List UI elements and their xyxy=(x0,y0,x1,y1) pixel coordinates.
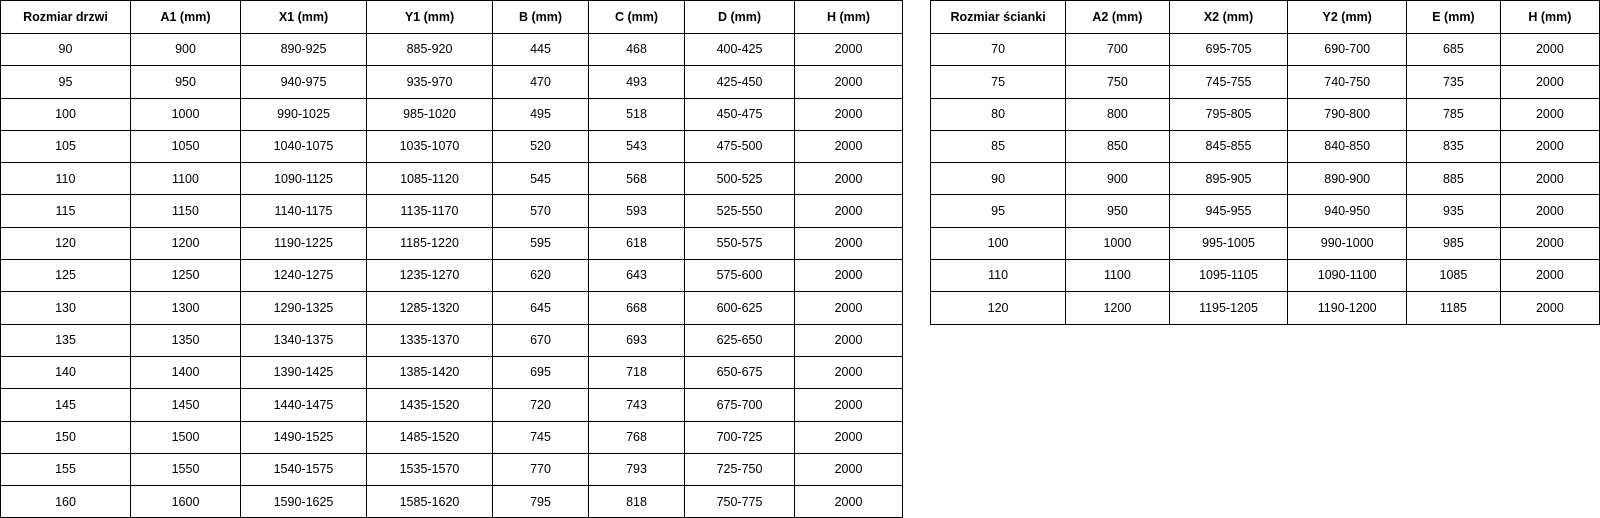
doors-cell: 1000 xyxy=(131,98,241,130)
doors-cell: 2000 xyxy=(795,292,903,324)
table-row xyxy=(1,98,903,130)
doors-cell: 475-500 xyxy=(685,130,795,162)
table-row xyxy=(1,356,903,388)
doors-cell: 2000 xyxy=(795,356,903,388)
doors-cell: 720 xyxy=(493,389,589,421)
doors-cell: 650-675 xyxy=(685,356,795,388)
doors-cell: 1150 xyxy=(131,195,241,227)
table-row xyxy=(931,292,1600,324)
walls-cell: 750 xyxy=(1066,66,1169,98)
walls-cell: 100 xyxy=(931,227,1066,259)
walls-cell: 2000 xyxy=(1500,98,1599,130)
doors-cell: 750-775 xyxy=(685,486,795,518)
doors-cell: 768 xyxy=(589,421,685,453)
walls-cell: 845-855 xyxy=(1169,130,1288,162)
walls-column-header: E (mm) xyxy=(1407,1,1501,34)
doors-cell: 595 xyxy=(493,227,589,259)
walls-cell: 735 xyxy=(1407,66,1501,98)
doors-cell: 445 xyxy=(493,34,589,66)
doors-cell: 718 xyxy=(589,356,685,388)
doors-cell: 745 xyxy=(493,421,589,453)
doors-cell: 2000 xyxy=(795,98,903,130)
walls-cell: 895-905 xyxy=(1169,163,1288,195)
doors-cell: 643 xyxy=(589,260,685,292)
doors-column-header: H (mm) xyxy=(795,1,903,34)
walls-cell: 935 xyxy=(1407,195,1501,227)
doors-cell: 115 xyxy=(1,195,131,227)
doors-cell: 2000 xyxy=(795,130,903,162)
table-row xyxy=(1,292,903,324)
doors-cell: 495 xyxy=(493,98,589,130)
doors-cell: 1450 xyxy=(131,389,241,421)
doors-cell: 1385-1420 xyxy=(367,356,493,388)
doors-cell: 100 xyxy=(1,98,131,130)
doors-cell: 1190-1225 xyxy=(241,227,367,259)
doors-cell: 593 xyxy=(589,195,685,227)
walls-column-header: Rozmiar ścianki xyxy=(931,1,1066,34)
doors-cell: 568 xyxy=(589,163,685,195)
doors-cell: 1035-1070 xyxy=(367,130,493,162)
table-row xyxy=(931,163,1600,195)
doors-cell: 670 xyxy=(493,324,589,356)
doors-cell: 795 xyxy=(493,486,589,518)
table-row xyxy=(1,195,903,227)
doors-cell: 1400 xyxy=(131,356,241,388)
doors-cell: 160 xyxy=(1,486,131,518)
doors-column-header: A1 (mm) xyxy=(131,1,241,34)
walls-cell: 1185 xyxy=(1407,292,1501,324)
walls-table-container xyxy=(930,0,1600,325)
doors-cell: 493 xyxy=(589,66,685,98)
doors-cell: 675-700 xyxy=(685,389,795,421)
table-row xyxy=(1,163,903,195)
walls-cell: 995-1005 xyxy=(1169,227,1288,259)
walls-cell: 1095-1105 xyxy=(1169,260,1288,292)
doors-column-header: C (mm) xyxy=(589,1,685,34)
walls-cell: 685 xyxy=(1407,34,1501,66)
doors-cell: 550-575 xyxy=(685,227,795,259)
table-row xyxy=(1,227,903,259)
walls-cell: 70 xyxy=(931,34,1066,66)
doors-cell: 1535-1570 xyxy=(367,453,493,485)
doors-cell: 2000 xyxy=(795,486,903,518)
walls-column-header: A2 (mm) xyxy=(1066,1,1169,34)
doors-cell: 570 xyxy=(493,195,589,227)
walls-table-body xyxy=(931,34,1600,325)
doors-cell: 2000 xyxy=(795,324,903,356)
doors-cell: 618 xyxy=(589,227,685,259)
doors-column-header: Y1 (mm) xyxy=(367,1,493,34)
doors-cell: 1585-1620 xyxy=(367,486,493,518)
doors-cell: 625-650 xyxy=(685,324,795,356)
walls-cell: 940-950 xyxy=(1288,195,1407,227)
walls-cell: 2000 xyxy=(1500,260,1599,292)
walls-cell: 80 xyxy=(931,98,1066,130)
walls-cell: 2000 xyxy=(1500,130,1599,162)
doors-cell: 1200 xyxy=(131,227,241,259)
doors-cell: 1085-1120 xyxy=(367,163,493,195)
doors-cell: 1500 xyxy=(131,421,241,453)
walls-cell: 95 xyxy=(931,195,1066,227)
walls-cell: 690-700 xyxy=(1288,34,1407,66)
table-row xyxy=(1,421,903,453)
doors-cell: 545 xyxy=(493,163,589,195)
doors-cell: 150 xyxy=(1,421,131,453)
doors-cell: 1090-1125 xyxy=(241,163,367,195)
doors-column-header: Rozmiar drzwi xyxy=(1,1,131,34)
walls-cell: 1200 xyxy=(1066,292,1169,324)
walls-cell: 850 xyxy=(1066,130,1169,162)
doors-cell: 1040-1075 xyxy=(241,130,367,162)
walls-cell: 1085 xyxy=(1407,260,1501,292)
doors-cell: 1140-1175 xyxy=(241,195,367,227)
walls-cell: 745-755 xyxy=(1169,66,1288,98)
doors-cell: 105 xyxy=(1,130,131,162)
doors-table-head xyxy=(1,1,903,34)
doors-cell: 1185-1220 xyxy=(367,227,493,259)
doors-cell: 2000 xyxy=(795,260,903,292)
table-row xyxy=(931,98,1600,130)
doors-cell: 1135-1170 xyxy=(367,195,493,227)
doors-cell: 1540-1575 xyxy=(241,453,367,485)
doors-cell: 2000 xyxy=(795,163,903,195)
doors-cell: 700-725 xyxy=(685,421,795,453)
table-row xyxy=(931,260,1600,292)
walls-cell: 120 xyxy=(931,292,1066,324)
doors-cell: 2000 xyxy=(795,34,903,66)
walls-column-header: H (mm) xyxy=(1500,1,1599,34)
table-row xyxy=(1,453,903,485)
walls-cell: 1100 xyxy=(1066,260,1169,292)
doors-cell: 1600 xyxy=(131,486,241,518)
walls-cell: 2000 xyxy=(1500,292,1599,324)
walls-cell: 800 xyxy=(1066,98,1169,130)
walls-cell: 990-1000 xyxy=(1288,227,1407,259)
doors-cell: 1335-1370 xyxy=(367,324,493,356)
walls-cell: 700 xyxy=(1066,34,1169,66)
doors-cell: 985-1020 xyxy=(367,98,493,130)
doors-cell: 500-525 xyxy=(685,163,795,195)
doors-cell: 155 xyxy=(1,453,131,485)
walls-cell: 2000 xyxy=(1500,34,1599,66)
table-row xyxy=(931,195,1600,227)
doors-cell: 2000 xyxy=(795,389,903,421)
table-row xyxy=(931,34,1600,66)
walls-cell: 840-850 xyxy=(1288,130,1407,162)
table-row xyxy=(1,486,903,518)
doors-cell: 2000 xyxy=(795,227,903,259)
doors-cell: 900 xyxy=(131,34,241,66)
walls-cell: 75 xyxy=(931,66,1066,98)
table-row xyxy=(1,130,903,162)
doors-cell: 145 xyxy=(1,389,131,421)
table-row xyxy=(931,130,1600,162)
doors-cell: 130 xyxy=(1,292,131,324)
doors-cell: 135 xyxy=(1,324,131,356)
doors-cell: 1300 xyxy=(131,292,241,324)
table-row xyxy=(1,324,903,356)
walls-cell: 945-955 xyxy=(1169,195,1288,227)
walls-cell: 890-900 xyxy=(1288,163,1407,195)
doors-cell: 1290-1325 xyxy=(241,292,367,324)
doors-cell: 1440-1475 xyxy=(241,389,367,421)
doors-cell: 990-1025 xyxy=(241,98,367,130)
doors-cell: 120 xyxy=(1,227,131,259)
walls-cell: 2000 xyxy=(1500,195,1599,227)
walls-cell: 85 xyxy=(931,130,1066,162)
walls-cell: 1190-1200 xyxy=(1288,292,1407,324)
doors-cell: 1050 xyxy=(131,130,241,162)
walls-cell: 2000 xyxy=(1500,163,1599,195)
table-row xyxy=(931,66,1600,98)
doors-cell: 1550 xyxy=(131,453,241,485)
doors-cell: 140 xyxy=(1,356,131,388)
doors-cell: 1285-1320 xyxy=(367,292,493,324)
doors-cell: 518 xyxy=(589,98,685,130)
doors-cell: 575-600 xyxy=(685,260,795,292)
doors-cell: 1590-1625 xyxy=(241,486,367,518)
walls-cell: 2000 xyxy=(1500,66,1599,98)
doors-cell: 95 xyxy=(1,66,131,98)
doors-cell: 818 xyxy=(589,486,685,518)
doors-cell: 1340-1375 xyxy=(241,324,367,356)
walls-cell: 2000 xyxy=(1500,227,1599,259)
doors-column-header: B (mm) xyxy=(493,1,589,34)
doors-cell: 2000 xyxy=(795,66,903,98)
walls-table-head xyxy=(931,1,1600,34)
doors-cell: 90 xyxy=(1,34,131,66)
doors-cell: 793 xyxy=(589,453,685,485)
doors-cell: 743 xyxy=(589,389,685,421)
table-row xyxy=(931,227,1600,259)
table-row xyxy=(1,34,903,66)
doors-cell: 125 xyxy=(1,260,131,292)
walls-cell: 795-805 xyxy=(1169,98,1288,130)
doors-cell: 2000 xyxy=(795,421,903,453)
doors-cell: 600-625 xyxy=(685,292,795,324)
doors-column-header: X1 (mm) xyxy=(241,1,367,34)
doors-cell: 940-975 xyxy=(241,66,367,98)
doors-cell: 450-475 xyxy=(685,98,795,130)
doors-cell: 1240-1275 xyxy=(241,260,367,292)
doors-cell: 890-925 xyxy=(241,34,367,66)
walls-cell: 785 xyxy=(1407,98,1501,130)
walls-cell: 1000 xyxy=(1066,227,1169,259)
doors-table-body xyxy=(1,34,903,518)
doors-cell: 110 xyxy=(1,163,131,195)
doors-cell: 668 xyxy=(589,292,685,324)
walls-cell: 1090-1100 xyxy=(1288,260,1407,292)
doors-cell: 1350 xyxy=(131,324,241,356)
walls-cell: 1195-1205 xyxy=(1169,292,1288,324)
walls-header-row xyxy=(931,1,1600,34)
walls-column-header: Y2 (mm) xyxy=(1288,1,1407,34)
walls-cell: 950 xyxy=(1066,195,1169,227)
walls-cell: 835 xyxy=(1407,130,1501,162)
walls-dimensions-table xyxy=(930,0,1600,325)
doors-cell: 693 xyxy=(589,324,685,356)
walls-cell: 110 xyxy=(931,260,1066,292)
doors-cell: 1435-1520 xyxy=(367,389,493,421)
doors-cell: 543 xyxy=(589,130,685,162)
table-row xyxy=(1,389,903,421)
doors-cell: 1100 xyxy=(131,163,241,195)
doors-cell: 885-920 xyxy=(367,34,493,66)
doors-cell: 770 xyxy=(493,453,589,485)
table-row xyxy=(1,66,903,98)
walls-cell: 790-800 xyxy=(1288,98,1407,130)
doors-cell: 1250 xyxy=(131,260,241,292)
walls-cell: 740-750 xyxy=(1288,66,1407,98)
walls-cell: 885 xyxy=(1407,163,1501,195)
doors-cell: 470 xyxy=(493,66,589,98)
doors-cell: 2000 xyxy=(795,453,903,485)
doors-cell: 645 xyxy=(493,292,589,324)
doors-cell: 425-450 xyxy=(685,66,795,98)
doors-cell: 620 xyxy=(493,260,589,292)
doors-column-header: D (mm) xyxy=(685,1,795,34)
doors-cell: 1235-1270 xyxy=(367,260,493,292)
doors-cell: 1485-1520 xyxy=(367,421,493,453)
doors-cell: 520 xyxy=(493,130,589,162)
doors-cell: 695 xyxy=(493,356,589,388)
doors-cell: 1390-1425 xyxy=(241,356,367,388)
doors-cell: 525-550 xyxy=(685,195,795,227)
doors-cell: 2000 xyxy=(795,195,903,227)
walls-column-header: X2 (mm) xyxy=(1169,1,1288,34)
doors-cell: 725-750 xyxy=(685,453,795,485)
walls-cell: 90 xyxy=(931,163,1066,195)
walls-cell: 695-705 xyxy=(1169,34,1288,66)
doors-cell: 1490-1525 xyxy=(241,421,367,453)
table-row xyxy=(1,260,903,292)
doors-cell: 950 xyxy=(131,66,241,98)
walls-cell: 900 xyxy=(1066,163,1169,195)
walls-cell: 985 xyxy=(1407,227,1501,259)
doors-cell: 468 xyxy=(589,34,685,66)
doors-cell: 935-970 xyxy=(367,66,493,98)
doors-cell: 400-425 xyxy=(685,34,795,66)
doors-header-row xyxy=(1,1,903,34)
